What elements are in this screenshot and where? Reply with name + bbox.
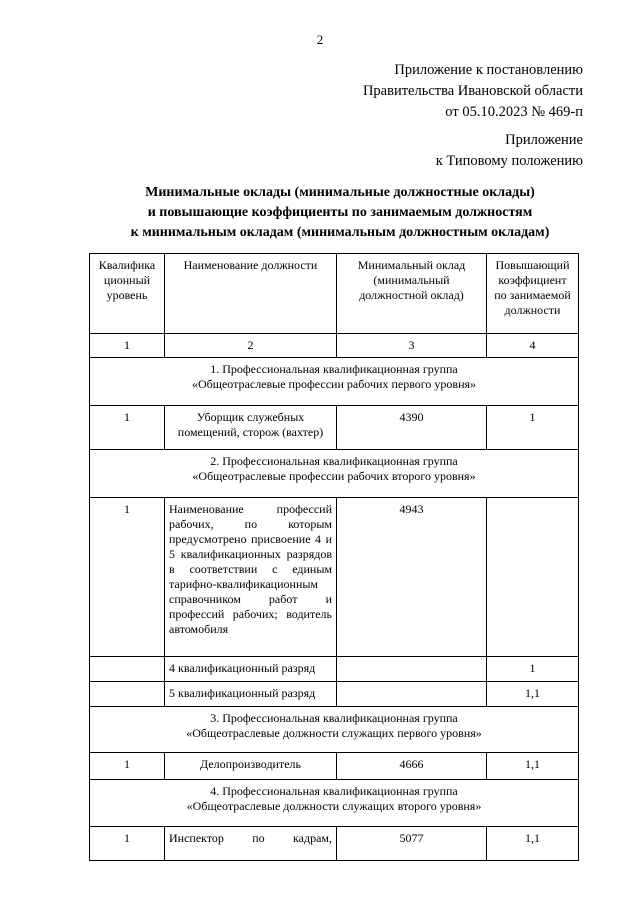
cell-salary: 4666	[337, 753, 487, 780]
title-line: к минимальным окладам (минимальным должностным окладам)	[130, 225, 550, 240]
appendix-line: от 05.10.2023 № 469-п	[445, 104, 583, 120]
group-title: 3. Профессиональная квалификационная группа	[210, 711, 458, 725]
group-header	[90, 450, 579, 498]
group-subtitle: «Общеотраслевые должности служащих второго уровня»	[186, 799, 482, 813]
appendix-resolution-reference	[363, 60, 583, 123]
cell-position: Инспектор по кадрам,	[165, 827, 337, 861]
table-row	[90, 406, 579, 450]
cell-coefficient: 1	[487, 657, 579, 682]
cell-position: Уборщик служебных помещений, сторож (вахтер)	[165, 406, 337, 450]
group-header	[90, 707, 579, 753]
document-title	[60, 183, 620, 243]
cell-position: 4 квалификационный разряд	[165, 657, 337, 682]
column-number: 3	[337, 334, 487, 358]
cell-coefficient	[487, 498, 579, 657]
group-header	[90, 780, 579, 827]
cell-position: Делопроизводитель	[165, 753, 337, 780]
appendix-line: Правительства Ивановской области	[362, 83, 583, 99]
group-header-row	[90, 707, 579, 753]
cell-salary: 5077	[337, 827, 487, 861]
title-line: и повышающие коэффициенты по занимаемым должностям	[147, 205, 533, 220]
cell-level	[90, 682, 165, 707]
cell-position: 5 квалификационный разряд	[165, 682, 337, 707]
cell-coefficient: 1,1	[487, 827, 579, 861]
cell-salary	[337, 682, 487, 707]
table-row	[90, 657, 579, 682]
column-number: 1	[90, 334, 165, 358]
group-header-row	[90, 450, 579, 498]
cell-coefficient: 1	[487, 406, 579, 450]
appendix-regulation-reference	[436, 130, 583, 172]
cell-salary: 4390	[337, 406, 487, 450]
group-title: 1. Профессиональная квалификационная группа	[210, 362, 458, 376]
table-row	[90, 498, 579, 657]
group-header-row	[90, 780, 579, 827]
header-minimum-salary: Минимальный оклад (минимальный должностной оклад)	[337, 254, 487, 334]
cell-salary	[337, 657, 487, 682]
table-header-row	[90, 254, 579, 334]
column-number: 4	[487, 334, 579, 358]
cell-level	[90, 657, 165, 682]
group-subtitle: «Общеотраслевые должности служащих первого уровня»	[186, 726, 482, 740]
appendix-line: к Типовому положению	[435, 153, 583, 169]
cell-level: 1	[90, 827, 165, 861]
group-title: 2. Профессиональная квалификационная группа	[210, 454, 458, 468]
cell-level: 1	[90, 406, 165, 450]
header-qualification-level: Квалифика ционный уровень	[90, 254, 165, 334]
group-title: 4. Профессиональная квалификационная группа	[210, 784, 458, 798]
column-number: 2	[165, 334, 337, 358]
group-subtitle: «Общеотраслевые профессии рабочих второго уровня»	[192, 469, 476, 483]
cell-level: 1	[90, 753, 165, 780]
table-row	[90, 753, 579, 780]
appendix-line: Приложение к постановлению	[394, 62, 583, 78]
table-row	[90, 827, 579, 861]
group-header	[90, 358, 579, 406]
appendix-line: Приложение	[505, 132, 583, 148]
cell-coefficient: 1,1	[487, 682, 579, 707]
cell-level: 1	[90, 498, 165, 657]
title-line: Минимальные оклады (минимальные должностные оклады)	[145, 185, 535, 200]
column-number-row	[90, 334, 579, 358]
header-position-name: Наименование должности	[165, 254, 337, 334]
header-coefficient: Повышающий коэффициент по занимаемой должности	[487, 254, 579, 334]
cell-position: Наименование профессий рабочих, по которым предусмотрено присвоение 4 и 5 квалификационных разрядов в соответствии с единым тарифно-квалификационным справочником работ и профессий рабочих; водитель автомобиля	[165, 498, 337, 657]
cell-coefficient: 1,1	[487, 753, 579, 780]
cell-salary: 4943	[337, 498, 487, 657]
group-header-row	[90, 358, 579, 406]
table-row	[90, 682, 579, 707]
salary-table	[89, 253, 579, 861]
group-subtitle: «Общеотраслевые профессии рабочих первого уровня»	[191, 377, 477, 391]
page-number: 2	[316, 32, 324, 47]
